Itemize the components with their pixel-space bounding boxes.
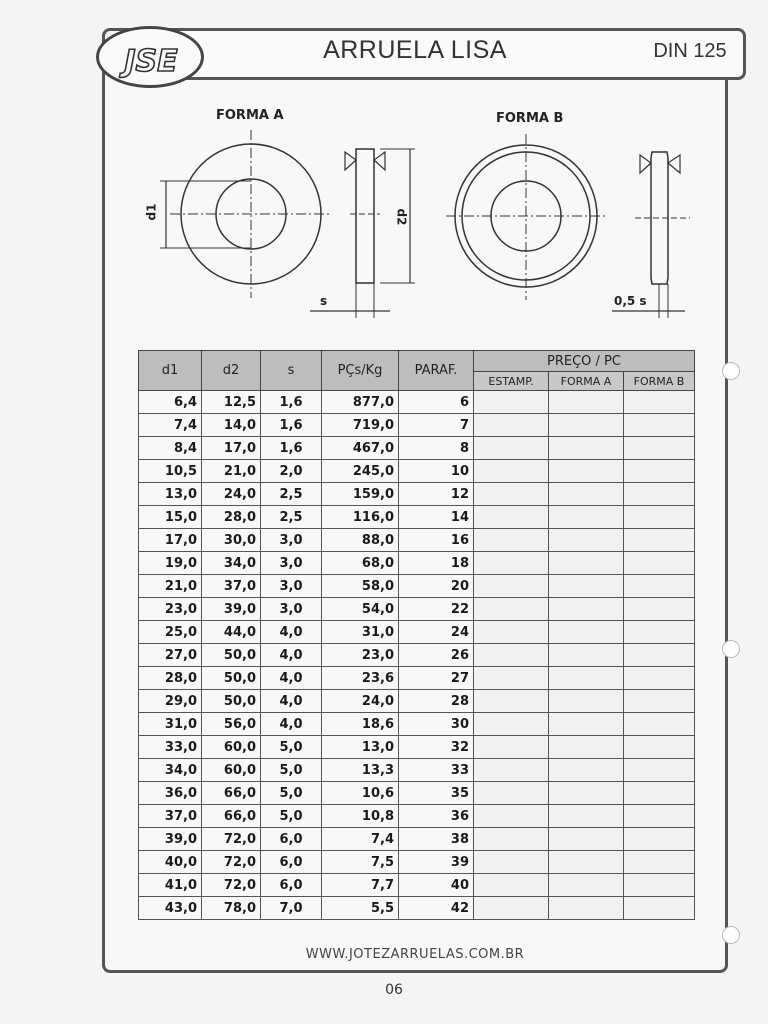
price-cell: [624, 897, 695, 920]
table-cell: 1,6: [261, 437, 322, 460]
table-cell: 7,7: [322, 874, 399, 897]
table-cell: 3,0: [261, 529, 322, 552]
price-cell: [474, 414, 549, 437]
table-cell: 50,0: [202, 667, 261, 690]
table-row: [139, 851, 695, 874]
price-cell: [549, 690, 624, 713]
price-cell: [624, 713, 695, 736]
table-cell: 33,0: [139, 736, 202, 759]
price-cell: [474, 391, 549, 414]
table-cell: 2,5: [261, 483, 322, 506]
table-cell: 7,0: [261, 897, 322, 920]
table-cell: 50,0: [202, 690, 261, 713]
form-a-side-view: [310, 149, 415, 318]
table-cell: 12,5: [202, 391, 261, 414]
price-cell: [549, 667, 624, 690]
table-cell: 44,0: [202, 621, 261, 644]
table-cell: 35: [399, 782, 474, 805]
table-cell: 7: [399, 414, 474, 437]
price-cell: [624, 621, 695, 644]
washer-drawings: [0, 0, 768, 340]
price-cell: [474, 460, 549, 483]
table-cell: 24,0: [202, 483, 261, 506]
price-cell: [549, 414, 624, 437]
table-cell: 37,0: [202, 575, 261, 598]
table-cell: 2,5: [261, 506, 322, 529]
logo-text: JSE: [124, 44, 178, 79]
table-row: [139, 460, 695, 483]
table-row: [139, 897, 695, 920]
price-cell: [624, 483, 695, 506]
table-row: [139, 529, 695, 552]
table-cell: 17,0: [202, 437, 261, 460]
form-a-front-view: [160, 130, 332, 298]
table-cell: 36,0: [139, 782, 202, 805]
table-row: [139, 828, 695, 851]
table-cell: 88,0: [322, 529, 399, 552]
table-cell: 3,0: [261, 598, 322, 621]
table-cell: 34,0: [139, 759, 202, 782]
price-cell: [474, 598, 549, 621]
table-cell: 245,0: [322, 460, 399, 483]
table-cell: 877,0: [322, 391, 399, 414]
d1-dimension-label: d1: [144, 203, 159, 221]
table-cell: 30,0: [202, 529, 261, 552]
table-cell: 4,0: [261, 713, 322, 736]
table-cell: 6,0: [261, 828, 322, 851]
table-cell: 1,6: [261, 391, 322, 414]
half-s-dimension-label: 0,5 s: [614, 294, 647, 308]
table-cell: 7,4: [322, 828, 399, 851]
price-cell: [549, 506, 624, 529]
price-cell: [474, 575, 549, 598]
table-cell: 32: [399, 736, 474, 759]
price-cell: [549, 828, 624, 851]
table-cell: 10,5: [139, 460, 202, 483]
table-cell: 66,0: [202, 805, 261, 828]
price-cell: [549, 391, 624, 414]
table-cell: 5,0: [261, 805, 322, 828]
price-cell: [474, 759, 549, 782]
table-cell: 22: [399, 598, 474, 621]
table-cell: 8: [399, 437, 474, 460]
table-cell: 10: [399, 460, 474, 483]
table-cell: 4,0: [261, 621, 322, 644]
price-cell: [474, 529, 549, 552]
table-cell: 4,0: [261, 690, 322, 713]
col-header-price: PREÇO / PC: [474, 351, 695, 372]
table-cell: 39,0: [139, 828, 202, 851]
col-header-forma-a: FORMA A: [549, 372, 624, 391]
table-cell: 23,6: [322, 667, 399, 690]
binder-hole: [722, 640, 740, 658]
table-cell: 40: [399, 874, 474, 897]
price-cell: [624, 851, 695, 874]
table-row: [139, 506, 695, 529]
table-row: [139, 437, 695, 460]
table-cell: 23,0: [322, 644, 399, 667]
price-cell: [474, 644, 549, 667]
price-cell: [474, 828, 549, 851]
table-cell: 72,0: [202, 828, 261, 851]
table-cell: 17,0: [139, 529, 202, 552]
table-row: [139, 391, 695, 414]
col-header-forma-b: FORMA B: [624, 372, 695, 391]
table-cell: 5,0: [261, 759, 322, 782]
table-cell: 8,4: [139, 437, 202, 460]
table-cell: 13,0: [139, 483, 202, 506]
price-cell: [624, 414, 695, 437]
table-cell: 5,0: [261, 782, 322, 805]
d2-dimension-label: d2: [394, 208, 409, 226]
table-cell: 13,3: [322, 759, 399, 782]
price-cell: [624, 644, 695, 667]
spec-table-body: [139, 391, 695, 920]
table-cell: 467,0: [322, 437, 399, 460]
price-cell: [624, 552, 695, 575]
price-cell: [549, 736, 624, 759]
price-cell: [624, 828, 695, 851]
table-cell: 1,6: [261, 414, 322, 437]
table-cell: 3,0: [261, 552, 322, 575]
price-cell: [549, 874, 624, 897]
table-cell: 30: [399, 713, 474, 736]
table-cell: 39,0: [202, 598, 261, 621]
table-cell: 13,0: [322, 736, 399, 759]
table-cell: 719,0: [322, 414, 399, 437]
table-row: [139, 598, 695, 621]
table-cell: 6: [399, 391, 474, 414]
table-cell: 68,0: [322, 552, 399, 575]
price-cell: [624, 460, 695, 483]
table-cell: 116,0: [322, 506, 399, 529]
col-header-paraf: PARAF.: [399, 351, 474, 391]
price-cell: [624, 690, 695, 713]
table-row: [139, 874, 695, 897]
table-cell: 38: [399, 828, 474, 851]
table-row: [139, 621, 695, 644]
table-cell: 20: [399, 575, 474, 598]
page-title: ARRUELA LISA: [323, 36, 507, 64]
table-cell: 66,0: [202, 782, 261, 805]
price-cell: [474, 736, 549, 759]
price-cell: [549, 897, 624, 920]
col-header-estamp: ESTAMP.: [474, 372, 549, 391]
table-cell: 42: [399, 897, 474, 920]
standard-code: DIN 125: [653, 40, 727, 62]
price-cell: [624, 506, 695, 529]
col-header-pcs-kg: PÇs/Kg: [322, 351, 399, 391]
table-cell: 14: [399, 506, 474, 529]
price-cell: [549, 713, 624, 736]
table-row: [139, 644, 695, 667]
price-cell: [624, 575, 695, 598]
price-cell: [474, 506, 549, 529]
price-cell: [549, 621, 624, 644]
table-cell: 4,0: [261, 667, 322, 690]
table-cell: 6,4: [139, 391, 202, 414]
table-cell: 159,0: [322, 483, 399, 506]
table-row: [139, 690, 695, 713]
table-row: [139, 575, 695, 598]
table-cell: 28,0: [139, 667, 202, 690]
table-row: [139, 782, 695, 805]
table-row: [139, 667, 695, 690]
price-cell: [624, 805, 695, 828]
table-cell: 27: [399, 667, 474, 690]
price-cell: [549, 529, 624, 552]
price-cell: [549, 437, 624, 460]
table-cell: 36: [399, 805, 474, 828]
table-cell: 26: [399, 644, 474, 667]
table-cell: 58,0: [322, 575, 399, 598]
price-cell: [549, 460, 624, 483]
table-cell: 10,6: [322, 782, 399, 805]
price-cell: [549, 759, 624, 782]
table-cell: 28,0: [202, 506, 261, 529]
price-cell: [624, 598, 695, 621]
price-cell: [624, 736, 695, 759]
price-cell: [474, 713, 549, 736]
table-cell: 5,5: [322, 897, 399, 920]
price-cell: [549, 805, 624, 828]
table-row: [139, 805, 695, 828]
table-cell: 14,0: [202, 414, 261, 437]
price-cell: [624, 759, 695, 782]
table-cell: 34,0: [202, 552, 261, 575]
price-cell: [624, 667, 695, 690]
website-url: WWW.JOTEZARRUELAS.COM.BR: [305, 947, 525, 962]
price-cell: [549, 483, 624, 506]
table-row: [139, 759, 695, 782]
table-cell: 31,0: [139, 713, 202, 736]
table-cell: 19,0: [139, 552, 202, 575]
form-b-label: FORMA B: [496, 111, 564, 126]
table-cell: 72,0: [202, 874, 261, 897]
price-cell: [624, 437, 695, 460]
price-cell: [624, 391, 695, 414]
table-cell: 31,0: [322, 621, 399, 644]
table-cell: 2,0: [261, 460, 322, 483]
table-cell: 5,0: [261, 736, 322, 759]
price-cell: [474, 621, 549, 644]
price-cell: [549, 552, 624, 575]
price-cell: [549, 575, 624, 598]
price-cell: [624, 874, 695, 897]
binder-hole: [722, 926, 740, 944]
table-cell: 50,0: [202, 644, 261, 667]
table-cell: 21,0: [202, 460, 261, 483]
table-cell: 12: [399, 483, 474, 506]
table-cell: 28: [399, 690, 474, 713]
binder-hole: [722, 362, 740, 380]
table-cell: 7,5: [322, 851, 399, 874]
form-b-front-view: [446, 134, 606, 300]
table-cell: 6,0: [261, 874, 322, 897]
table-cell: 10,8: [322, 805, 399, 828]
table-cell: 16: [399, 529, 474, 552]
table-cell: 23,0: [139, 598, 202, 621]
table-cell: 39: [399, 851, 474, 874]
table-cell: 60,0: [202, 759, 261, 782]
table-row: [139, 414, 695, 437]
table-row: [139, 552, 695, 575]
price-cell: [624, 529, 695, 552]
table-cell: 60,0: [202, 736, 261, 759]
table-cell: 4,0: [261, 644, 322, 667]
price-cell: [474, 782, 549, 805]
table-cell: 41,0: [139, 874, 202, 897]
price-cell: [474, 897, 549, 920]
table-cell: 29,0: [139, 690, 202, 713]
table-cell: 18,6: [322, 713, 399, 736]
table-cell: 27,0: [139, 644, 202, 667]
price-cell: [549, 782, 624, 805]
table-cell: 56,0: [202, 713, 261, 736]
price-cell: [549, 598, 624, 621]
price-cell: [474, 805, 549, 828]
table-cell: 3,0: [261, 575, 322, 598]
s-dimension-label: s: [320, 294, 328, 308]
table-cell: 33: [399, 759, 474, 782]
price-cell: [624, 782, 695, 805]
table-cell: 6,0: [261, 851, 322, 874]
col-header-s: s: [261, 351, 322, 391]
table-cell: 37,0: [139, 805, 202, 828]
price-cell: [474, 552, 549, 575]
table-cell: 25,0: [139, 621, 202, 644]
price-cell: [549, 644, 624, 667]
form-a-label: FORMA A: [216, 108, 284, 123]
price-cell: [474, 851, 549, 874]
price-cell: [474, 874, 549, 897]
table-row: [139, 736, 695, 759]
col-header-d2: d2: [202, 351, 261, 391]
price-cell: [474, 483, 549, 506]
table-cell: 21,0: [139, 575, 202, 598]
price-cell: [474, 437, 549, 460]
table-cell: 43,0: [139, 897, 202, 920]
col-header-d1: d1: [139, 351, 202, 391]
table-cell: 18: [399, 552, 474, 575]
table-cell: 24: [399, 621, 474, 644]
table-cell: 24,0: [322, 690, 399, 713]
washer-spec-table: [138, 350, 695, 920]
page-number: 06: [385, 982, 403, 998]
table-cell: 78,0: [202, 897, 261, 920]
price-cell: [474, 667, 549, 690]
price-cell: [474, 690, 549, 713]
price-cell: [549, 851, 624, 874]
table-row: [139, 483, 695, 506]
table-cell: 40,0: [139, 851, 202, 874]
table-cell: 15,0: [139, 506, 202, 529]
table-cell: 7,4: [139, 414, 202, 437]
table-cell: 54,0: [322, 598, 399, 621]
table-cell: 72,0: [202, 851, 261, 874]
table-row: [139, 713, 695, 736]
